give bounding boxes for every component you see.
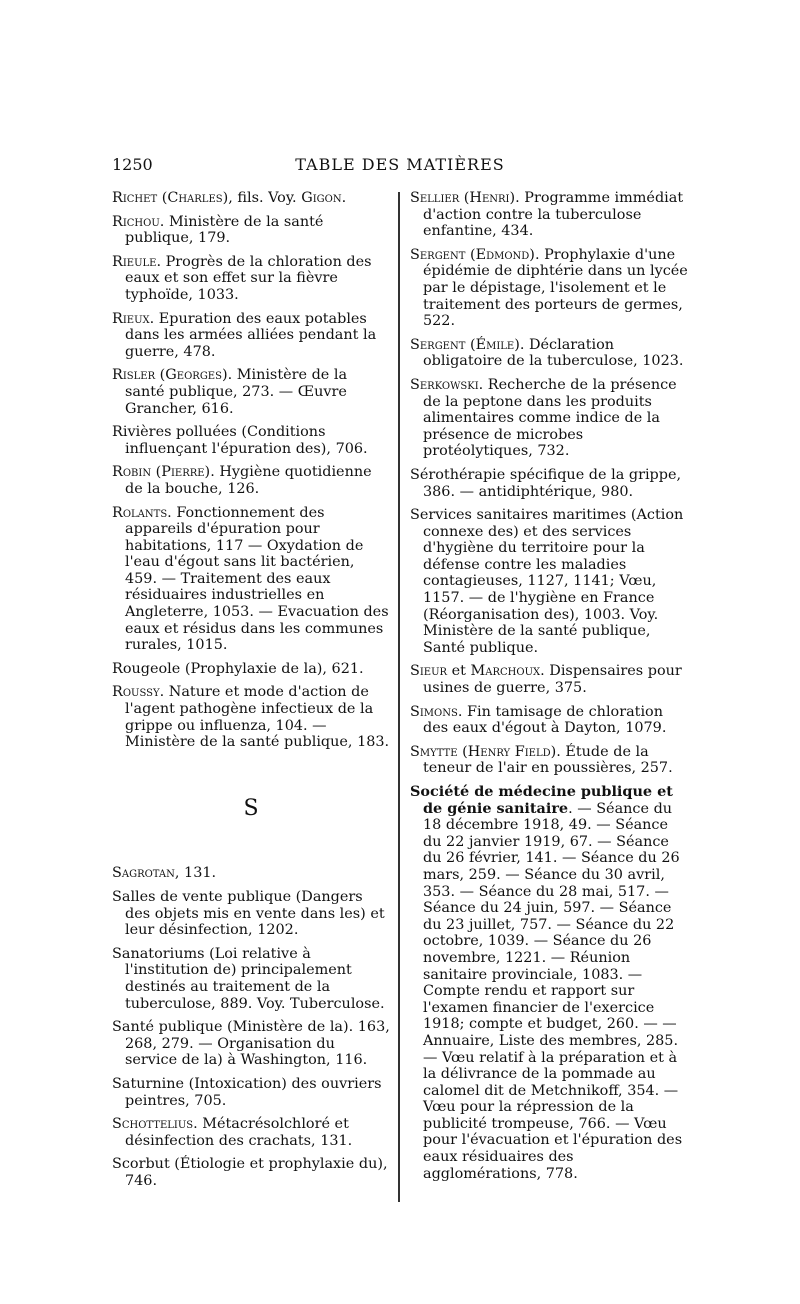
entry-head: Sellier (Henri) xyxy=(410,190,516,206)
page-title: TABLE DES MATIÈRES xyxy=(295,155,505,174)
index-entry xyxy=(112,214,390,247)
entry-head: Richet (Charles) xyxy=(112,190,229,206)
entry-head: Serkowski xyxy=(410,376,479,393)
entry-text: . Programme immédiat d'action contre la tuberculose enfantine, 434. xyxy=(423,190,684,240)
index-entry xyxy=(112,424,390,457)
entry-head: Sergent (Émile) xyxy=(410,336,520,353)
entry-text: . Recherche de la présence de la peptone dans les produits alimentaires comme indice de la présence de microbes protéolytiques, 732. xyxy=(423,376,677,460)
page-header xyxy=(112,155,688,179)
entry-head: Roussy xyxy=(112,684,160,701)
entry-text: . Déclaration obligatoire de la tuberculose, 1023. xyxy=(423,336,684,370)
entry-text: . Fonctionnement des appareils d'épuration pour habitations, 117 — Oxydation de l'eau d'égout sans lit bactérien, 459. — Traitement des eaux résiduaires industrielles en Angleterre, 1053. — Evacuation des eaux et résidus dans les communes rurales, 1015. xyxy=(125,504,389,654)
index-entry xyxy=(112,661,390,678)
entry-head: Schottelius xyxy=(112,1116,194,1133)
index-entry xyxy=(410,337,688,370)
index-entry xyxy=(112,254,390,304)
index-entry xyxy=(112,684,390,750)
entry-tail: . xyxy=(341,190,347,206)
entry-head: Risler (Georges) xyxy=(112,367,228,384)
entry-ref: Gigon xyxy=(301,190,342,206)
index-entry xyxy=(112,311,390,361)
entry-head: Société de médecine publique et de génie sanitaire xyxy=(410,783,673,817)
entry-text: et xyxy=(447,663,471,680)
entry-text: . Fin tamisage de chloration des eaux d'égout à Dayton, 1079. xyxy=(423,703,667,737)
index-entry xyxy=(410,663,688,696)
index-entry xyxy=(112,190,390,207)
index-entry xyxy=(410,744,688,777)
right-column xyxy=(410,190,688,1189)
entry-head: Sieur xyxy=(410,663,448,680)
index-entry xyxy=(410,704,688,737)
entry-text: Sanatoriums (Loi relative à l'institution de) principalement destinés au traitement de la tuberculose, 889. Voy. Tuberculose. xyxy=(112,945,385,1012)
entry-text: Santé publique (Ministère de la). 163, 268, 279. — Organisation du service de la) à Washington, 116. xyxy=(112,1019,390,1069)
entry-text: Saturnine (Intoxication) des ouvriers peintres, 705. xyxy=(112,1075,382,1109)
page-number: 1250 xyxy=(112,155,153,174)
entry-text: . Ministère de la santé publique, 273. — Œuvre Grancher, 616. xyxy=(125,367,348,417)
left-entries-before xyxy=(112,190,390,751)
index-entry xyxy=(410,467,688,500)
entry-text: . Epuration des eaux potables dans les armées alliées pendant la guerre, 478. xyxy=(125,310,377,360)
entry-tail: . Dispensaires pour usines de guerre, 375. xyxy=(423,663,682,697)
entry-text: . Nature et mode d'action de l'agent pathogène infectieux de la grippe ou influenza, 104. — Ministère de la santé publique, 183. xyxy=(125,684,390,751)
right-entries xyxy=(410,190,688,1182)
entry-head: Richou xyxy=(112,213,160,230)
entry-head: Rolants xyxy=(112,504,168,521)
entry-head: Sagrotan xyxy=(112,865,175,882)
entry-text: Sérothérapie spécifique de la grippe, 386. — antidiphtérique, 980. xyxy=(410,466,682,500)
index-entry xyxy=(112,1116,390,1149)
entry-head: Sergent (Edmond) xyxy=(410,246,535,263)
entry-text: Salles de vente publique (Dangers des objets mis en vente dans les) et leur désinfection, 1202. xyxy=(112,889,385,939)
index-entry xyxy=(410,784,688,1182)
index-entry xyxy=(410,247,688,330)
entry-text: Scorbut (Étiologie et prophylaxie du), 746. xyxy=(112,1156,388,1189)
entry-head: Simons xyxy=(410,703,458,720)
entry-text: . Prophylaxie d'une épidémie de diphtérie dans un lycée par le dépistage, l'isolement et le traitement des porteurs de germes, 522. xyxy=(423,246,688,330)
entry-ref: Marchoux xyxy=(470,663,541,680)
entry-text: . Étude de la teneur de l'air en poussières, 257. xyxy=(423,743,673,777)
left-entries-after xyxy=(112,865,390,1189)
index-entry xyxy=(112,865,390,882)
entry-text: . Ministère de la santé publique, 179. xyxy=(125,213,324,247)
index-entry xyxy=(112,1156,390,1189)
column-divider xyxy=(398,192,400,1202)
index-entry xyxy=(112,505,390,654)
entry-text: Services sanitaires maritimes (Action connexe des) et des services d'hygiène du territoire pour la défense contre les maladies contagieuses, 1127, 1141; Vœu, 1157. — de l'hygiène en France (Réorganisation des), 1003. Voy. Ministère de la santé publique, Santé publique. xyxy=(410,507,684,656)
index-entry xyxy=(410,377,688,460)
entry-text: Rougeole (Prophylaxie de la), 621. xyxy=(112,660,364,677)
index-entry xyxy=(112,367,390,417)
index-entry xyxy=(112,946,390,1012)
index-entry xyxy=(410,507,688,656)
index-entry xyxy=(112,889,390,939)
section-letter: S xyxy=(243,795,259,821)
index-entry xyxy=(112,464,390,497)
entry-head: Rieule xyxy=(112,253,157,270)
entry-text: . Hygiène quotidienne de la bouche, 126. xyxy=(125,464,372,497)
entry-head: Rieux xyxy=(112,310,150,327)
entry-text: , fils. Voy. xyxy=(228,190,302,206)
entry-head: Robin (Pierre) xyxy=(112,464,211,481)
index-entry xyxy=(112,1076,390,1109)
index-entry xyxy=(112,1019,390,1069)
index-entry xyxy=(410,190,688,240)
entry-text: . Métacrésolchloré et désinfection des crachats, 131. xyxy=(125,1116,353,1149)
entry-text: Rivières polluées (Conditions influençant l'épuration des), 706. xyxy=(112,424,368,457)
entry-text: . Progrès de la chloration des eaux et son effet sur la fièvre typhoïde, 1033. xyxy=(125,253,372,303)
entry-head: Smytte (Henry Field) xyxy=(410,743,557,760)
entry-text: , 131. xyxy=(174,865,217,882)
left-column xyxy=(112,190,390,1197)
entry-text: . — Séance du 18 décembre 1918, 49. — Séance du 22 janvier 1919, 67. — Séance du 26 février, 141. — Séance du 26 mars, 259. — Séance du 30 avril, 353. — Séance du 28 mai, 517. — Séance du 24 juin, 597. — Séance du 23 juillet, 757. — Séance du 22 octobre, 1039. — Séance du 26 novembre, 1221. — Réunion sanitaire provinciale, 1083. — Compte rendu et rapport sur l'examen financier de l'exercice 1918; compte et budget, 260. — — Annuaire, Liste des membres, 285. — Vœu relatif à la préparation et à la délivrance de la pommade au calomel dit de Metchnikoff, 354. — Vœu pour la répression de la publicité trompeuse, 766. — Vœu pour l'évacuation et l'épuration des eaux résiduaires des agglomérations, 778. xyxy=(423,800,683,1182)
